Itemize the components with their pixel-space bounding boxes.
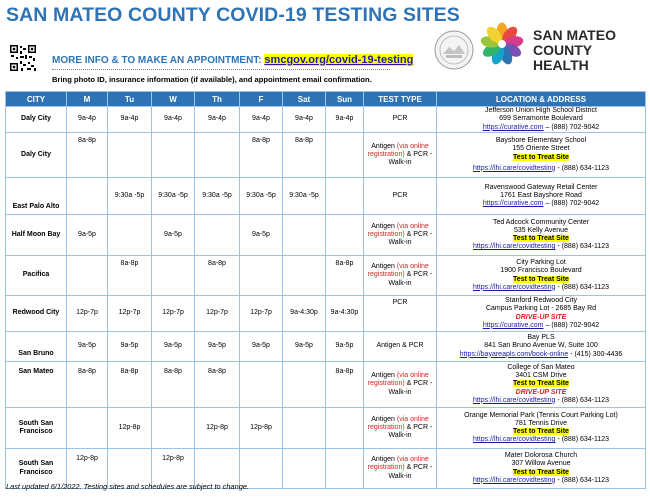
hours-mon xyxy=(67,178,108,215)
hours-sun: 8a-8p xyxy=(326,362,364,408)
hours-mon: 9a-5p xyxy=(67,332,108,362)
table-row xyxy=(6,133,646,178)
city-cell: San Mateo xyxy=(6,362,67,408)
test-pcr-walkin: & PCR -Walk-in xyxy=(388,380,433,396)
drive-up-badge: DRIVE-UP SITE xyxy=(515,313,567,321)
hours-fri xyxy=(240,362,283,408)
hours-sun xyxy=(326,178,364,215)
city-cell: Daly City xyxy=(6,133,67,178)
test-type-cell xyxy=(364,362,437,408)
hours-sat xyxy=(283,256,326,296)
hours-sat: 9a-5p xyxy=(283,332,326,362)
hours-sun xyxy=(326,408,364,449)
city-cell: East Palo Alto xyxy=(6,178,67,215)
hours-fri: 9:30a -5p xyxy=(240,178,283,215)
hours-mon: 12p-7p xyxy=(67,296,108,332)
appointment-info xyxy=(52,54,413,66)
test-type-cell: PCR xyxy=(364,107,437,133)
website-link[interactable]: smcgov.org/covid-19-testing xyxy=(264,54,414,66)
site-name: Ted Adcock Community Center xyxy=(492,218,590,226)
brand-line-2: COUNTY HEALTH xyxy=(533,42,592,73)
col-header-test-type: TEST TYPE xyxy=(364,92,437,107)
hours-sat: 9a-4:30p xyxy=(283,296,326,332)
site-link[interactable]: https://lhi.care/covidtesting xyxy=(472,283,556,291)
brand-line-1: SAN MATEO xyxy=(533,27,616,43)
page-title: SAN MATEO COUNTY COVID-19 TESTING SITES xyxy=(6,4,460,26)
separator: - xyxy=(555,436,562,444)
hours-wed: 8a-8p xyxy=(152,362,195,408)
location-cell xyxy=(437,362,646,408)
location-cell xyxy=(437,408,646,449)
hours-mon xyxy=(67,408,108,449)
site-name: Mater Dolorosa Church xyxy=(504,452,578,460)
hours-sat xyxy=(283,449,326,489)
site-address: 155 Oriente Street xyxy=(512,145,570,153)
hours-sat: 8a-8p xyxy=(283,133,326,178)
table-row xyxy=(6,215,646,256)
separator: - xyxy=(555,476,562,484)
online-registration-note: (via online registration) xyxy=(367,142,429,158)
test-to-treat-badge: Test to Treat Site xyxy=(513,153,569,161)
site-name: College of San Mateo xyxy=(507,364,575,372)
site-address: 1900 Francisco Boulevard xyxy=(500,267,582,275)
location-cell xyxy=(437,449,646,489)
site-name: Orange Memorial Park (Tennis Court Parking Lot) xyxy=(464,411,618,419)
dotted-divider xyxy=(52,69,390,70)
online-registration-note: (via online registration) xyxy=(367,222,429,238)
hours-wed: 12p-7p xyxy=(152,296,195,332)
site-phone: (888) 634-1123 xyxy=(561,164,610,172)
test-to-treat-badge: Test to Treat Site xyxy=(513,380,569,388)
site-address: Campus Parking Lot - 2685 Bay Rd xyxy=(485,305,597,313)
site-phone: (888) 634-1123 xyxy=(561,396,610,404)
test-pcr-walkin: & PCR -Walk-in xyxy=(388,423,433,440)
hours-thu: 9:30a -5p xyxy=(195,178,240,215)
test-antigen: Antigen xyxy=(371,415,397,423)
separator: - xyxy=(568,350,575,358)
test-antigen: Antigen xyxy=(371,372,397,380)
test-antigen: Antigen xyxy=(371,222,397,230)
location-cell xyxy=(437,296,646,332)
table-row xyxy=(6,256,646,296)
hours-wed: 9a-5p xyxy=(152,332,195,362)
col-header-city: CITY xyxy=(6,92,67,107)
test-pcr-walkin: & PCR -Walk-in xyxy=(388,464,433,480)
site-name: City Parking Lot xyxy=(516,259,566,267)
col-header-sat: Sat xyxy=(283,92,326,107)
appointment-label: MORE INFO & TO MAKE AN APPOINTMENT: xyxy=(52,55,265,66)
test-type-cell xyxy=(364,449,437,489)
test-type-cell xyxy=(364,133,437,178)
hours-sun: 9a-4:30p xyxy=(326,296,364,332)
test-type-cell xyxy=(364,215,437,256)
site-link[interactable]: https://lhi.care/covidtesting xyxy=(472,436,556,444)
site-phone: (888) 702-9042 xyxy=(551,200,600,208)
location-cell xyxy=(437,107,646,133)
site-name: Jefferson Union High School District xyxy=(485,107,597,115)
site-link[interactable]: https://curative.com xyxy=(482,321,544,329)
table-row xyxy=(6,408,646,449)
hours-wed: 9a-5p xyxy=(152,215,195,256)
hours-sun: 9a-5p xyxy=(326,332,364,362)
site-phone: (888) 634-1123 xyxy=(561,436,610,444)
hours-tue: 9a-5p xyxy=(108,332,152,362)
city-cell: South San Francisco xyxy=(6,408,67,449)
hours-sat xyxy=(283,362,326,408)
location-cell xyxy=(437,133,646,178)
hours-sun xyxy=(326,133,364,178)
col-header-thu: Th xyxy=(195,92,240,107)
hours-tue: 8a-8p xyxy=(108,256,152,296)
separator: - xyxy=(555,283,562,291)
hours-sat xyxy=(283,215,326,256)
hours-tue: 9:30a -5p xyxy=(108,178,152,215)
county-seal-icon xyxy=(434,30,474,70)
table-row xyxy=(6,332,646,362)
col-header-fri: F xyxy=(240,92,283,107)
test-to-treat-badge: Test to Treat Site xyxy=(513,468,569,476)
hours-mon: 9a-4p xyxy=(67,107,108,133)
test-antigen: Antigen xyxy=(371,456,397,464)
site-name: Bayshore Elementary School xyxy=(495,137,587,145)
hours-fri: 8a-8p xyxy=(240,133,283,178)
hours-tue: 12p-7p xyxy=(108,296,152,332)
test-type-cell: Antigen & PCR xyxy=(364,332,437,362)
hours-thu: 8a-8p xyxy=(195,362,240,408)
test-type-cell xyxy=(364,256,437,296)
site-phone: (415) 300-4436 xyxy=(574,350,623,358)
hours-thu xyxy=(195,133,240,178)
hours-sun: 9a-4p xyxy=(326,107,364,133)
site-name: Stanford Redwood City xyxy=(505,297,577,305)
table-header-row xyxy=(6,92,646,107)
last-updated-note: Last updated 6/1/2022. Testing sites and schedules are subject to change. xyxy=(6,482,249,491)
col-header-sun: Sun xyxy=(326,92,364,107)
site-phone: (888) 702-9042 xyxy=(551,123,600,131)
hours-fri: 12p-8p xyxy=(240,408,283,449)
site-address: 1761 East Bayshore Road xyxy=(500,191,582,199)
drive-up-badge: DRIVE-UP SITE xyxy=(515,388,567,396)
hours-sat: 9a-4p xyxy=(283,107,326,133)
separator: – xyxy=(543,123,552,131)
hours-wed xyxy=(152,256,195,296)
hours-mon xyxy=(67,256,108,296)
hours-thu xyxy=(195,215,240,256)
hours-tue: 8a-8p xyxy=(108,362,152,408)
table-row xyxy=(6,362,646,408)
site-link[interactable]: https://lhi.care/covidtesting xyxy=(472,476,556,484)
site-address: 841 San Bruno Avenue W, Suite 100 xyxy=(484,342,598,350)
site-link[interactable]: https://curative.com xyxy=(482,200,544,208)
table-row xyxy=(6,107,646,133)
hours-tue: 12p-8p xyxy=(108,408,152,449)
hours-tue: 9a-4p xyxy=(108,107,152,133)
site-name: Ravenswood Gateway Retail Center xyxy=(484,183,598,191)
hours-mon: 9a-5p xyxy=(67,215,108,256)
online-registration-note: (via online registration) xyxy=(367,263,429,279)
online-registration-note: (via online registration) xyxy=(367,456,429,472)
separator: – xyxy=(543,200,552,208)
test-type-cell: PCR xyxy=(364,178,437,215)
site-address: 3401 CSM Drive xyxy=(515,372,567,380)
hours-thu: 12p-8p xyxy=(195,408,240,449)
col-header-tue: Tu xyxy=(108,92,152,107)
online-registration-note: (via online registration) xyxy=(367,415,429,431)
col-header-location: LOCATION & ADDRESS xyxy=(437,92,646,107)
test-pcr-walkin: & PCR -Walk-in xyxy=(388,271,433,287)
site-phone: (888) 634-1123 xyxy=(561,476,610,484)
county-health-brand xyxy=(533,28,650,73)
county-health-logo-icon xyxy=(479,21,525,67)
hours-sun: 8a-8p xyxy=(326,256,364,296)
separator: - xyxy=(555,396,562,404)
qr-code-icon[interactable] xyxy=(9,44,37,72)
test-to-treat-badge: Test to Treat Site xyxy=(513,235,569,242)
site-link[interactable]: https://bayareapls.com/book-online xyxy=(459,350,569,358)
testing-sites-table xyxy=(5,91,646,489)
col-header-mon: M xyxy=(67,92,108,107)
city-cell: San Bruno xyxy=(6,332,67,362)
test-to-treat-badge: Test to Treat Site xyxy=(513,428,569,435)
col-header-wed: W xyxy=(152,92,195,107)
location-cell xyxy=(437,256,646,296)
city-cell: Redwood City xyxy=(6,296,67,332)
site-link[interactable]: https://curative.com xyxy=(482,123,544,131)
test-antigen: Antigen xyxy=(371,263,397,271)
hours-mon: 8a-8p xyxy=(67,133,108,178)
hours-wed: 9:30a -5p xyxy=(152,178,195,215)
hours-sun xyxy=(326,215,364,256)
site-phone: (888) 634-1123 xyxy=(561,283,610,291)
hours-fri: 12p-7p xyxy=(240,296,283,332)
location-cell xyxy=(437,332,646,362)
online-registration-note: (via online registration) xyxy=(367,372,429,388)
location-cell xyxy=(437,215,646,256)
hours-fri: 9a-5p xyxy=(240,332,283,362)
hours-thu: 9a-4p xyxy=(195,107,240,133)
hours-mon: 8a-8p xyxy=(67,362,108,408)
city-cell: Daly City xyxy=(6,107,67,133)
site-address: 699 Serramonte Boulevard xyxy=(499,115,583,123)
hours-tue xyxy=(108,215,152,256)
test-pcr-walkin: & PCR -Walk-in xyxy=(388,150,433,167)
hours-sun xyxy=(326,449,364,489)
hours-wed xyxy=(152,408,195,449)
hours-fri: 9a-4p xyxy=(240,107,283,133)
separator: - xyxy=(555,164,562,172)
hours-wed xyxy=(152,133,195,178)
hours-tue xyxy=(108,133,152,178)
site-link[interactable]: https://lhi.care/covidtesting xyxy=(472,164,556,172)
table-row xyxy=(6,296,646,332)
hours-sat xyxy=(283,408,326,449)
table-row xyxy=(6,178,646,215)
site-address: 307 Willow Avenue xyxy=(511,460,571,468)
test-pcr-walkin: & PCR -Walk-in xyxy=(388,230,433,247)
hours-thu: 8a-8p xyxy=(195,256,240,296)
site-address: 781 Tennis Drive xyxy=(514,419,567,427)
site-name: Bay PLS xyxy=(527,334,555,342)
hours-sat: 9:30a -5p xyxy=(283,178,326,215)
city-cell: South San Francisco xyxy=(6,449,67,489)
separator: - xyxy=(555,243,562,251)
separator: – xyxy=(543,321,552,329)
city-cell: Pacifica xyxy=(6,256,67,296)
hours-wed: 12p-8p xyxy=(152,449,195,489)
hours-thu: 12p-7p xyxy=(195,296,240,332)
city-cell: Half Moon Bay xyxy=(6,215,67,256)
bring-id-note: Bring photo ID, insurance information (if available), and appointment email confirmation. xyxy=(52,75,372,84)
site-phone: (888) 702-9042 xyxy=(551,321,600,329)
hours-mon: 12p-8p xyxy=(67,449,108,489)
site-link[interactable]: https://lhi.care/covidtesting xyxy=(472,396,556,404)
location-cell xyxy=(437,178,646,215)
hours-fri xyxy=(240,256,283,296)
hours-thu: 9a-5p xyxy=(195,332,240,362)
site-address: 535 Kelly Avenue xyxy=(514,226,568,234)
site-link[interactable]: https://lhi.care/covidtesting xyxy=(472,243,556,251)
test-antigen: Antigen xyxy=(371,142,397,150)
test-type-cell: PCR xyxy=(364,296,437,332)
hours-wed: 9a-4p xyxy=(152,107,195,133)
test-type-cell xyxy=(364,408,437,449)
site-phone: (888) 634-1123 xyxy=(561,243,610,251)
test-to-treat-badge: Test to Treat Site xyxy=(513,275,569,283)
hours-fri: 9a-5p xyxy=(240,215,283,256)
